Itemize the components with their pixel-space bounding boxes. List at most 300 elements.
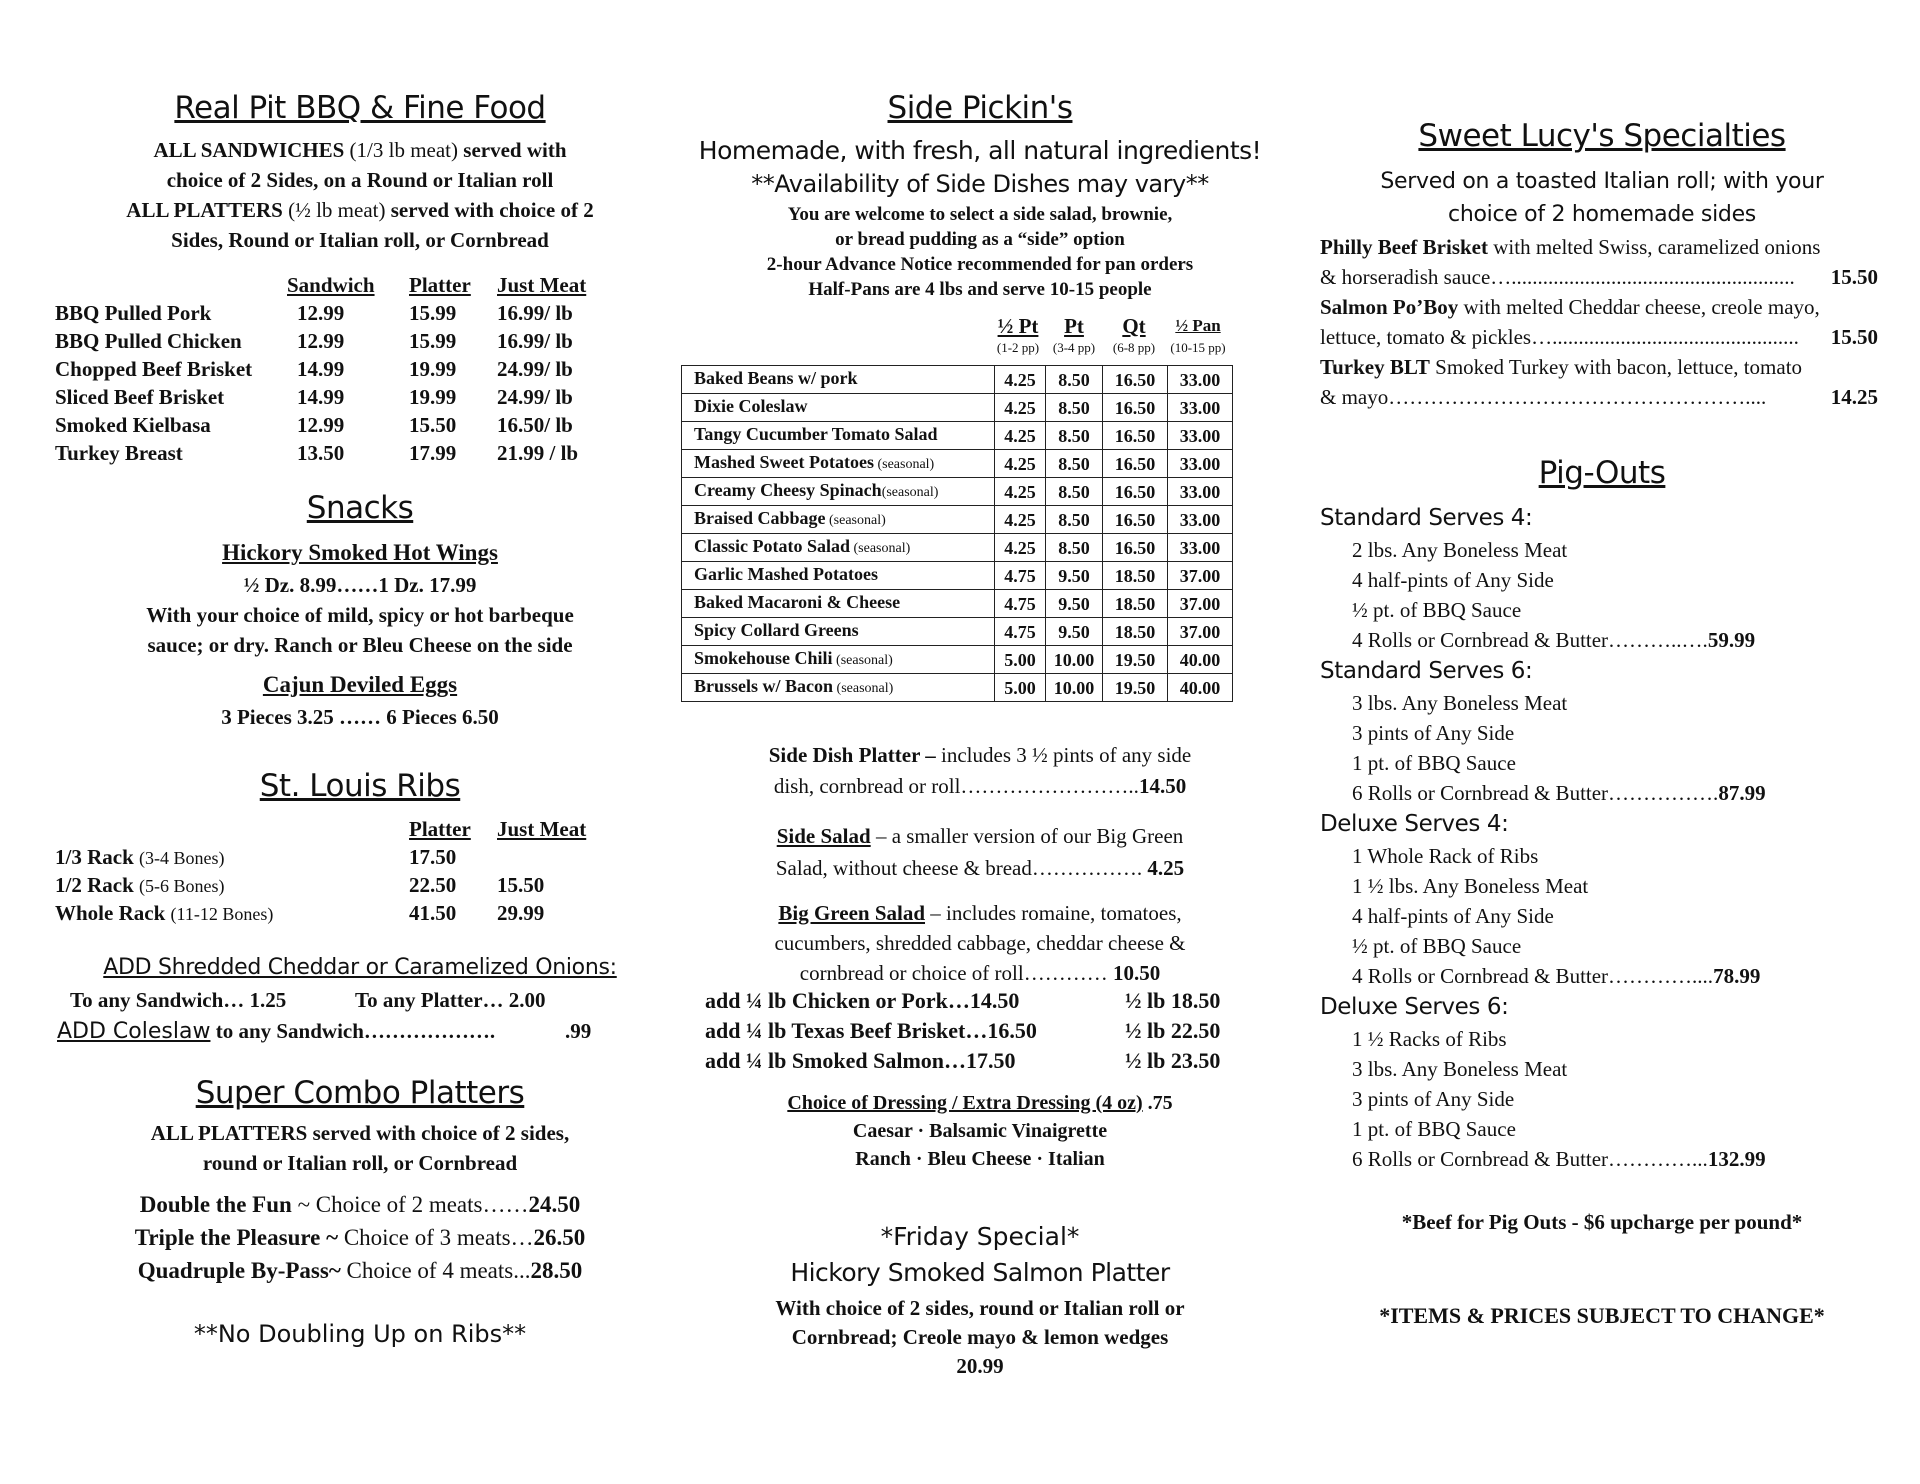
meat-just-meat-price: 16.99/ lb xyxy=(497,328,573,353)
meat-row xyxy=(55,299,607,327)
intro-sandwiches-line2: choice of 2 Sides, on a Round or Italian roll xyxy=(166,168,554,192)
meat-row xyxy=(55,411,607,439)
ribs-row xyxy=(55,899,607,927)
combo-desc-text: Choice of 3 meats… xyxy=(343,1225,534,1250)
pigout-item-text: 6 Rolls or Cornbread & Butter…………... xyxy=(1352,1147,1708,1171)
specialty-desc-1: with melted Swiss, caramelized onions xyxy=(1487,235,1821,259)
pigout-item xyxy=(1320,841,1880,871)
meat-row xyxy=(55,383,607,411)
specialty-desc-2: & horseradish sauce…...................................................... xyxy=(1320,265,1795,289)
ribs-header-just-meat: Just Meat xyxy=(497,816,587,841)
pigout-item-text: 1 Whole Rack of Ribs xyxy=(1352,844,1539,868)
big-salad-desc-3: cornbread or choice of roll………… xyxy=(799,961,1113,985)
pigout-item-text: 3 lbs. Any Boneless Meat xyxy=(1352,691,1568,715)
side-price-p3: 19.50 xyxy=(1103,674,1168,702)
meat-platter-price: 19.99 xyxy=(409,356,457,381)
side-price-p2: 8.50 xyxy=(1046,534,1103,562)
pigout-item-text: 4 Rolls or Cornbread & Butter………..…. xyxy=(1352,628,1708,652)
combo-desc xyxy=(50,1118,670,1178)
side-price-p3: 18.50 xyxy=(1103,590,1168,618)
side-price-p1: 4.25 xyxy=(995,422,1046,450)
pigout-item xyxy=(1320,565,1880,595)
add-coleslaw-label: ADD Coleslaw xyxy=(57,1019,211,1044)
side-price-p4: 40.00 xyxy=(1168,646,1233,674)
specialty-name: Salmon Po’Boy xyxy=(1320,295,1459,319)
side-price-p1: 4.25 xyxy=(995,506,1046,534)
ribs-name-cell xyxy=(55,871,409,899)
side-price-p4: 37.00 xyxy=(1168,618,1233,646)
pigout-item-text: 1 ½ lbs. Any Boneless Meat xyxy=(1352,874,1589,898)
intro-sandwiches-meat: (1/3 lb meat) xyxy=(344,138,464,162)
big-salad-name: Big Green Salad xyxy=(778,901,926,925)
specialty-name: Philly Beef Brisket xyxy=(1320,235,1488,259)
friday-title: *Friday Special* xyxy=(880,1222,1080,1251)
combo-note: **No Doubling Up on Ribs** xyxy=(193,1320,527,1348)
combo-price: 24.50 xyxy=(528,1192,581,1217)
side-price-p4: 33.00 xyxy=(1168,506,1233,534)
sides-note-4: Half-Pans are 4 lbs and serve 10-15 people xyxy=(808,279,1152,300)
pigout-item-text: 4 Rolls or Cornbread & Butter………….... xyxy=(1352,964,1714,988)
specialty-price: 14.25 xyxy=(1830,385,1878,409)
eggs-title: Cajun Deviled Eggs xyxy=(262,672,458,697)
meat-header-blank xyxy=(55,271,287,299)
side-name: Baked Beans w/ pork xyxy=(694,368,858,388)
side-price-p3: 16.50 xyxy=(1103,534,1168,562)
meat-platter-price: 19.99 xyxy=(409,384,457,409)
side-name-cell xyxy=(682,618,995,646)
pigout-group xyxy=(1320,655,1880,808)
ribs-platter-price: 22.50 xyxy=(409,872,457,897)
pigout-group xyxy=(1320,808,1880,991)
side-row xyxy=(682,646,1233,674)
salad-add-label: add ¼ lb Chicken or Pork…14.50 xyxy=(705,988,1020,1013)
side-name: Baked Macaroni & Cheese xyxy=(694,592,901,612)
friday-desc xyxy=(675,1294,1285,1381)
side-price-p3: 18.50 xyxy=(1103,618,1168,646)
ribs-name-cell xyxy=(55,843,409,871)
big-salad-price: 10.50 xyxy=(1112,961,1161,985)
side-price-p4: 33.00 xyxy=(1168,394,1233,422)
side-name-cell xyxy=(682,366,995,394)
salad-add-half: ½ lb 22.50 xyxy=(1125,1018,1221,1043)
ribs-table xyxy=(55,815,607,927)
meat-just-meat-price: 16.50/ lb xyxy=(497,412,573,437)
dressing-price: .75 xyxy=(1142,1092,1173,1114)
ribs-platter-price: 17.50 xyxy=(409,844,457,869)
meat-header-just-meat: Just Meat xyxy=(497,272,587,297)
side-row xyxy=(682,422,1233,450)
meat-just-meat-price: 24.99/ lb xyxy=(497,384,573,409)
side-name: Dixie Coleslaw xyxy=(694,396,808,416)
side-row xyxy=(682,366,1233,394)
dressing-line-2: Ranch · Bleu Cheese · Italian xyxy=(855,1148,1105,1170)
specialty-desc-2: lettuce, tomato & pickles…............................................... xyxy=(1320,325,1799,349)
pigout-item-text: 2 lbs. Any Boneless Meat xyxy=(1352,538,1568,562)
side-platter-desc-1: includes 3 ½ pints of any side xyxy=(935,743,1192,767)
side-price-p2: 8.50 xyxy=(1046,366,1103,394)
side-price-p1: 4.25 xyxy=(995,450,1046,478)
friday-desc-1: With choice of 2 sides, round or Italian roll or xyxy=(775,1296,1185,1320)
ribs-name: Whole Rack xyxy=(55,900,166,925)
pigout-item-text: 3 pints of Any Side xyxy=(1352,1087,1515,1111)
ribs-just-meat-price xyxy=(497,843,607,871)
side-salad xyxy=(675,820,1285,884)
side-tag: (seasonal) xyxy=(832,653,893,668)
side-tag: (seasonal) xyxy=(873,457,935,472)
side-price-p1: 4.25 xyxy=(995,366,1046,394)
side-row xyxy=(682,450,1233,478)
side-price-p3: 16.50 xyxy=(1103,366,1168,394)
dressing-line-1: Caesar · Balsamic Vinaigrette xyxy=(852,1120,1108,1142)
side-name: Tangy Cucumber Tomato Salad xyxy=(694,424,938,444)
side-name: Mashed Sweet Potatoes xyxy=(694,452,874,472)
meat-platter-price: 17.99 xyxy=(409,440,457,465)
meat-row xyxy=(55,439,607,467)
sides-sub-1: Homemade, with fresh, all natural ingredients! xyxy=(698,136,1262,165)
size-header xyxy=(993,313,1043,357)
meat-platter-price: 15.50 xyxy=(409,412,457,437)
friday-price: 20.99 xyxy=(956,1354,1004,1378)
intro-sandwiches xyxy=(50,135,670,255)
specialty-desc-1: with melted Cheddar cheese, creole mayo, xyxy=(1458,295,1820,319)
side-dish-platter xyxy=(675,740,1285,802)
side-price-p4: 33.00 xyxy=(1168,450,1233,478)
pigout-item-text: 6 Rolls or Cornbread & Butter……………. xyxy=(1352,781,1719,805)
side-price-p2: 8.50 xyxy=(1046,394,1103,422)
side-name-cell xyxy=(682,394,995,422)
pigout-item xyxy=(1320,871,1880,901)
pigout-item-text: ½ pt. of BBQ Sauce xyxy=(1352,934,1522,958)
side-price-p2: 9.50 xyxy=(1046,562,1103,590)
meat-row xyxy=(55,355,607,383)
pigout-item-text: ½ pt. of BBQ Sauce xyxy=(1352,598,1522,622)
salad-add-label: add ¼ lb Smoked Salmon…17.50 xyxy=(705,1048,1016,1073)
friday-desc-2: Cornbread; Creole mayo & lemon wedges xyxy=(791,1325,1169,1349)
side-name: Classic Potato Salad xyxy=(694,536,851,556)
size-label: Pt xyxy=(1064,314,1084,338)
bbq-title: Real Pit BBQ & Fine Food xyxy=(174,90,546,126)
pigout-item xyxy=(1320,748,1880,778)
pigout-title: Deluxe Serves 4: xyxy=(1320,811,1509,837)
ribs-just-meat-price: 15.50 xyxy=(497,872,545,897)
sides-note-3: 2-hour Advance Notice recommended for pan orders xyxy=(766,254,1194,275)
side-name: Braised Cabbage xyxy=(694,508,826,528)
sides-sub-2: **Availability of Side Dishes may vary** xyxy=(751,170,1209,198)
side-price-p1: 4.25 xyxy=(995,394,1046,422)
side-price-p2: 10.00 xyxy=(1046,646,1103,674)
size-serves: (3-4 pp) xyxy=(1052,340,1096,355)
pigout-price: 87.99 xyxy=(1718,781,1766,805)
add-coleslaw-rest: to any Sandwich………………. xyxy=(210,1019,496,1043)
specialties-sub xyxy=(1312,165,1892,231)
pigout-item xyxy=(1320,931,1880,961)
meat-sandwich-price: 13.50 xyxy=(297,440,345,465)
meat-name: BBQ Pulled Pork xyxy=(55,300,212,325)
specialty-price: 15.50 xyxy=(1830,265,1878,289)
ribs-just-meat-price: 29.99 xyxy=(497,900,545,925)
pigout-price: 59.99 xyxy=(1707,628,1756,652)
side-row xyxy=(682,674,1233,702)
side-price-p2: 9.50 xyxy=(1046,590,1103,618)
side-price-p4: 33.00 xyxy=(1168,478,1233,506)
sides-table xyxy=(681,365,1233,702)
side-platter-price: 14.50 xyxy=(1138,774,1187,798)
side-price-p3: 16.50 xyxy=(1103,506,1168,534)
pigout-list xyxy=(1320,502,1880,1174)
combo-list xyxy=(50,1188,670,1287)
snacks-title: Snacks xyxy=(306,490,414,526)
side-price-p2: 8.50 xyxy=(1046,478,1103,506)
specialties-sub-1: Served on a toasted Italian roll; with your xyxy=(1380,169,1824,194)
side-name: Smokehouse Chili xyxy=(694,648,833,668)
side-price-p2: 8.50 xyxy=(1046,422,1103,450)
combo-item xyxy=(50,1221,670,1254)
intro-platters-line2: Sides, Round or Italian roll, or Cornbread xyxy=(171,228,549,252)
side-platter-name: Side Dish Platter – xyxy=(768,743,936,767)
size-label: Qt xyxy=(1122,314,1146,338)
side-tag: (seasonal) xyxy=(833,681,894,696)
side-price-p1: 4.75 xyxy=(995,562,1046,590)
specialties-sub-2: choice of 2 homemade sides xyxy=(1448,202,1756,227)
specialty-line-2 xyxy=(1320,322,1888,352)
side-price-p2: 8.50 xyxy=(1046,450,1103,478)
eggs-price: 3 Pieces 3.25 …… 6 Pieces 6.50 xyxy=(221,705,499,729)
side-price-p1: 5.00 xyxy=(995,646,1046,674)
side-name: Creamy Cheesy Spinach xyxy=(694,480,882,500)
meat-row xyxy=(55,327,607,355)
side-price-p3: 16.50 xyxy=(1103,422,1168,450)
side-row xyxy=(682,590,1233,618)
ribs-bones: (11-12 Bones) xyxy=(170,903,274,924)
meat-sandwich-price: 14.99 xyxy=(297,384,345,409)
side-tag: (seasonal) xyxy=(850,541,911,556)
meat-name: Turkey Breast xyxy=(55,440,183,465)
meat-just-meat-price: 24.99/ lb xyxy=(497,356,573,381)
meat-name: Sliced Beef Brisket xyxy=(55,384,225,409)
ribs-bones: (3-4 Bones) xyxy=(139,847,225,868)
combo-price: 26.50 xyxy=(533,1225,586,1250)
change-note: *ITEMS & PRICES SUBJECT TO CHANGE* xyxy=(1379,1303,1825,1328)
side-price-p1: 4.75 xyxy=(995,590,1046,618)
combo-title: Super Combo Platters xyxy=(195,1075,525,1111)
combo-item xyxy=(50,1254,670,1287)
specialty-desc-2: & mayo…………………………………………….... xyxy=(1320,385,1767,409)
specialty-line-1 xyxy=(1320,232,1888,262)
size-header xyxy=(1049,313,1099,357)
side-name: Brussels w/ Bacon xyxy=(694,676,834,696)
intro-platters-rest: served with choice of 2 xyxy=(390,198,594,222)
side-price-p3: 19.50 xyxy=(1103,646,1168,674)
meat-platter-price: 15.99 xyxy=(409,328,457,353)
pigout-price: 78.99 xyxy=(1713,964,1761,988)
pigout-group xyxy=(1320,502,1880,655)
pigout-item xyxy=(1320,961,1880,991)
specialty-line-2 xyxy=(1320,262,1888,292)
pigout-item xyxy=(1320,901,1880,931)
combo-item xyxy=(50,1188,670,1221)
pigout-title: Deluxe Serves 6: xyxy=(1320,994,1509,1020)
meat-header-platter: Platter xyxy=(409,272,471,297)
side-row xyxy=(682,618,1233,646)
side-row xyxy=(682,562,1233,590)
ribs-name: 1/2 Rack xyxy=(55,872,134,897)
ribs-row xyxy=(55,871,607,899)
combo-name: Quadruple By-Pass~ xyxy=(137,1258,341,1283)
wings-desc-1: With your choice of mild, spicy or hot barbeque xyxy=(146,603,574,627)
size-serves: (10-15 pp) xyxy=(1170,340,1226,355)
meat-header-sandwich: Sandwich xyxy=(287,272,375,297)
pigout-item-text: 1 pt. of BBQ Sauce xyxy=(1352,751,1516,775)
add-to-platter: To any Platter… 2.00 xyxy=(355,988,546,1012)
size-serves: (6-8 pp) xyxy=(1112,340,1156,355)
side-price-p4: 37.00 xyxy=(1168,562,1233,590)
side-name-cell xyxy=(682,422,995,450)
pigouts-title: Pig-Outs xyxy=(1538,455,1666,491)
intro-sandwiches-bold: ALL SANDWICHES xyxy=(153,138,345,162)
beef-note: *Beef for Pig Outs - $6 upcharge per pound* xyxy=(1401,1210,1803,1234)
side-price-p3: 16.50 xyxy=(1103,394,1168,422)
pigout-title: Standard Serves 4: xyxy=(1320,505,1533,531)
side-row xyxy=(682,506,1233,534)
pigout-item-text: 4 half-pints of Any Side xyxy=(1352,904,1554,928)
ribs-header-platter: Platter xyxy=(409,816,471,841)
combo-desc-line2: round or Italian roll, or Cornbread xyxy=(202,1151,518,1175)
side-name: Spicy Collard Greens xyxy=(694,620,859,640)
pigout-item-text: 4 half-pints of Any Side xyxy=(1352,568,1554,592)
specialty-name: Turkey BLT xyxy=(1320,355,1430,379)
sides-note-2: or bread pudding as a “side” option xyxy=(835,229,1125,250)
meat-name: Smoked Kielbasa xyxy=(55,412,211,437)
pigout-item xyxy=(1320,1144,1880,1174)
combo-desc-rest: served with choice of 2 sides, xyxy=(307,1121,570,1145)
specialty-item xyxy=(1320,232,1888,292)
meat-sandwich-price: 12.99 xyxy=(297,412,345,437)
specialty-desc-1: Smoked Turkey with bacon, lettuce, tomato xyxy=(1429,355,1803,379)
side-salad-desc-2: Salad, without cheese & bread……………. xyxy=(775,856,1148,880)
meat-name: BBQ Pulled Chicken xyxy=(55,328,242,353)
side-price-p4: 33.00 xyxy=(1168,534,1233,562)
combo-desc-bold: ALL PLATTERS xyxy=(150,1121,308,1145)
meat-name: Chopped Beef Brisket xyxy=(55,356,253,381)
salad-add-half: ½ lb 23.50 xyxy=(1125,1048,1221,1073)
dressing-title: Choice of Dressing / Extra Dressing (4 oz) xyxy=(787,1092,1143,1114)
pigout-group xyxy=(1320,991,1880,1174)
side-name-cell xyxy=(682,478,995,506)
pigout-item-text: 1 ½ Racks of Ribs xyxy=(1352,1027,1507,1051)
big-salad-desc-2: cucumbers, shredded cabbage, cheddar cheese & xyxy=(774,931,1186,955)
add-coleslaw-price: .99 xyxy=(565,1019,592,1043)
pigout-item xyxy=(1320,535,1880,565)
pigout-item-text: 3 pints of Any Side xyxy=(1352,721,1515,745)
pigout-price: 132.99 xyxy=(1707,1147,1766,1171)
size-serves: (1-2 pp) xyxy=(996,340,1040,355)
meat-just-meat-price: 16.99/ lb xyxy=(497,300,573,325)
combo-name: Double the Fun xyxy=(139,1192,292,1217)
side-row xyxy=(682,478,1233,506)
side-name: Garlic Mashed Potatoes xyxy=(694,564,878,584)
meat-just-meat-price: 21.99 / lb xyxy=(497,440,579,465)
pigout-item xyxy=(1320,1114,1880,1144)
meat-sandwich-price: 14.99 xyxy=(297,356,345,381)
ribs-title: St. Louis Ribs xyxy=(259,768,461,804)
side-price-p2: 10.00 xyxy=(1046,674,1103,702)
pigout-item-text: 1 pt. of BBQ Sauce xyxy=(1352,1117,1516,1141)
side-salad-desc-1: – a smaller version of our Big Green xyxy=(870,824,1184,848)
combo-sep: ~ xyxy=(291,1192,316,1217)
side-price-p4: 40.00 xyxy=(1168,674,1233,702)
side-salad-price: 4.25 xyxy=(1147,856,1185,880)
ribs-name-cell xyxy=(55,899,409,927)
side-name-cell xyxy=(682,450,995,478)
ribs-header-blank xyxy=(55,815,409,843)
friday-name: Hickory Smoked Salmon Platter xyxy=(790,1258,1170,1287)
wings-title: Hickory Smoked Hot Wings xyxy=(222,540,498,565)
side-price-p3: 16.50 xyxy=(1103,450,1168,478)
side-price-p1: 4.25 xyxy=(995,478,1046,506)
pigout-item xyxy=(1320,718,1880,748)
intro-platters-meat: (½ lb meat) xyxy=(282,198,391,222)
specialty-line-2 xyxy=(1320,382,1888,412)
side-tag: (seasonal) xyxy=(825,513,886,528)
pigout-item xyxy=(1320,595,1880,625)
ribs-bones: (5-6 Bones) xyxy=(139,875,225,896)
side-price-p4: 33.00 xyxy=(1168,366,1233,394)
side-price-p1: 5.00 xyxy=(995,674,1046,702)
meat-platter-price: 15.99 xyxy=(409,300,457,325)
pigout-item xyxy=(1320,688,1880,718)
specialty-line-1 xyxy=(1320,292,1888,322)
sides-note-1: You are welcome to select a side salad, brownie, xyxy=(787,204,1173,225)
specialty-list xyxy=(1320,232,1888,412)
intro-platters-bold: ALL PLATTERS xyxy=(126,198,283,222)
meat-table xyxy=(55,271,607,467)
add-cheddar-title: ADD Shredded Cheddar or Caramelized Onions: xyxy=(103,955,617,980)
size-header xyxy=(1163,313,1233,357)
pigout-item xyxy=(1320,778,1880,808)
specialty-price: 15.50 xyxy=(1830,325,1878,349)
combo-name: Triple the Pleasure ~ xyxy=(134,1225,339,1250)
salad-add-half: ½ lb 18.50 xyxy=(1125,988,1221,1013)
side-price-p1: 4.25 xyxy=(995,534,1046,562)
side-name-cell xyxy=(682,562,995,590)
pigout-item-text: 3 lbs. Any Boneless Meat xyxy=(1352,1057,1568,1081)
side-row xyxy=(682,394,1233,422)
size-label: ½ Pt xyxy=(997,314,1039,338)
side-price-p3: 18.50 xyxy=(1103,562,1168,590)
specialty-item xyxy=(1320,352,1888,412)
combo-desc-text: Choice of 4 meats... xyxy=(346,1258,531,1283)
meat-sandwich-price: 12.99 xyxy=(297,328,345,353)
side-price-p2: 9.50 xyxy=(1046,618,1103,646)
side-name-cell xyxy=(682,534,995,562)
wings-desc-2: sauce; or dry. Ranch or Bleu Cheese on the side xyxy=(147,633,573,657)
salad-add-label: add ¼ lb Texas Beef Brisket…16.50 xyxy=(705,1018,1037,1043)
big-salad-desc-1: – includes romaine, tomatoes, xyxy=(925,901,1182,925)
size-header xyxy=(1103,313,1165,357)
side-price-p4: 37.00 xyxy=(1168,590,1233,618)
side-price-p2: 8.50 xyxy=(1046,506,1103,534)
side-name-cell xyxy=(682,646,995,674)
ribs-row xyxy=(55,843,607,871)
side-name-cell xyxy=(682,506,995,534)
size-label: ½ Pan xyxy=(1175,316,1221,335)
dressing-title-line xyxy=(675,1092,1285,1115)
side-price-p3: 16.50 xyxy=(1103,478,1168,506)
intro-sandwiches-rest: served with xyxy=(463,138,567,162)
pigout-title: Standard Serves 6: xyxy=(1320,658,1533,684)
wings-price: ½ Dz. 8.99……1 Dz. 17.99 xyxy=(243,573,477,597)
side-salad-name: Side Salad xyxy=(776,824,871,848)
